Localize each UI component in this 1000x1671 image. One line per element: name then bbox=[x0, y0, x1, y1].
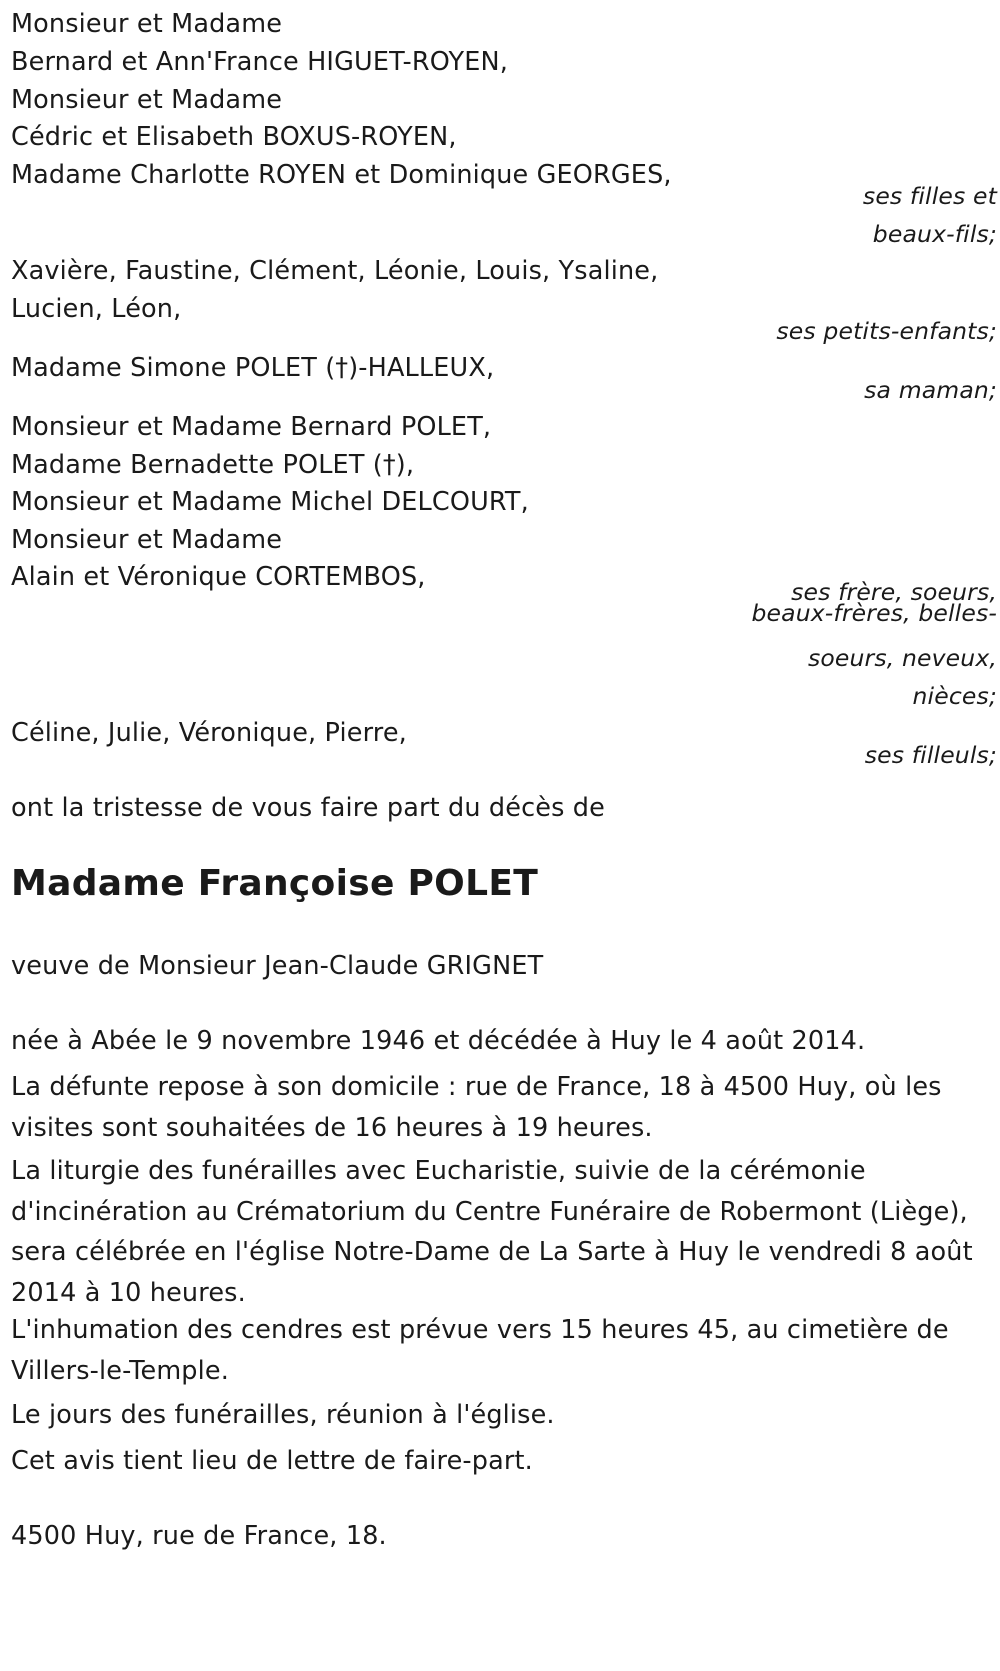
deceased-name: Madame Françoise POLET bbox=[11, 863, 539, 904]
visitation-paragraph: La défunte repose à son domicile : rue de France, 18 à 4500 Huy, où les visites sont souhaitées de 16 heures à 19 heures. bbox=[11, 1072, 942, 1143]
relation-label: beaux-frères, belles- bbox=[751, 599, 997, 627]
family-line: Monsieur et Madame bbox=[11, 85, 283, 115]
family-line: Céline, Julie, Véronique, Pierre, bbox=[11, 718, 407, 748]
family-line: Monsieur et Madame bbox=[11, 9, 283, 39]
family-line: Madame Bernadette POLET (†), bbox=[11, 450, 415, 480]
birth-death-paragraph: née à Abée le 9 novembre 1946 et décédée à Huy le 4 août 2014. bbox=[11, 1026, 866, 1056]
widow-of-text: veuve de Monsieur Jean-Claude GRIGNET bbox=[11, 951, 544, 981]
relation-label: ses filles et bbox=[862, 182, 997, 210]
address-text: 4500 Huy, rue de France, 18. bbox=[11, 1521, 387, 1551]
family-line: Monsieur et Madame Michel DELCOURT, bbox=[11, 487, 529, 517]
family-line: Madame Simone POLET (†)-HALLEUX, bbox=[11, 353, 495, 383]
liturgy-paragraph: La liturgie des funérailles avec Eucharistie, suivie de la cérémonie d'incinération au Crématorium du Centre Funéraire de Robermont (Liège), sera célébrée en l'église Notre-Dame de La Sarte à Huy le vendredi 8 août 2014 à 10 heures. bbox=[11, 1156, 973, 1308]
family-line: Madame Charlotte ROYEN et Dominique GEORGES, bbox=[11, 160, 672, 190]
announcement-text: ont la tristesse de vous faire part du décès de bbox=[11, 793, 605, 823]
relation-label: nièces; bbox=[912, 682, 997, 710]
family-line: Bernard et Ann'France HIGUET-ROYEN, bbox=[11, 47, 508, 77]
family-line: Monsieur et Madame bbox=[11, 525, 283, 555]
gathering-paragraph: Le jours des funérailles, réunion à l'église. bbox=[11, 1400, 555, 1430]
family-line: Cédric et Elisabeth BOXUS-ROYEN, bbox=[11, 122, 457, 152]
relation-label: ses filleuls; bbox=[864, 741, 997, 769]
family-line: Xavière, Faustine, Clément, Léonie, Louis, Ysaline, bbox=[11, 256, 659, 286]
burial-paragraph: L'inhumation des cendres est prévue vers 15 heures 45, au cimetière de Villers-le-Temple. bbox=[11, 1315, 949, 1386]
relation-label: sa maman; bbox=[864, 376, 997, 404]
relation-label: beaux-fils; bbox=[872, 220, 997, 248]
notice-paragraph: Cet avis tient lieu de lettre de faire-part. bbox=[11, 1446, 533, 1476]
family-line: Monsieur et Madame Bernard POLET, bbox=[11, 412, 492, 442]
relation-label: ses frère, soeurs, bbox=[791, 578, 997, 606]
relation-label: soeurs, neveux, bbox=[807, 644, 997, 672]
relation-label: ses petits-enfants; bbox=[776, 317, 997, 345]
family-line: Lucien, Léon, bbox=[11, 294, 182, 324]
family-line: Alain et Véronique CORTEMBOS, bbox=[11, 562, 426, 592]
